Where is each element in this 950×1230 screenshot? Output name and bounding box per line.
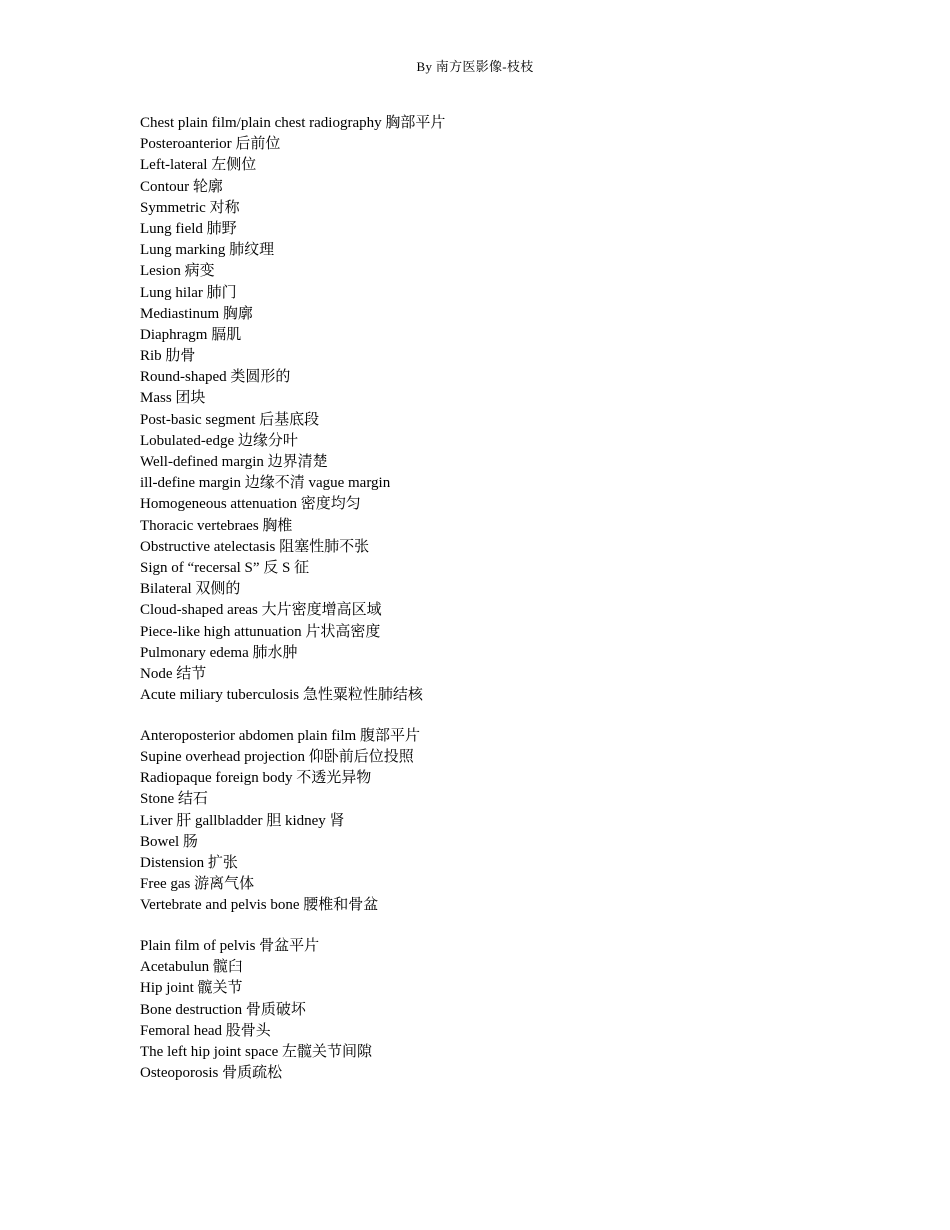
glossary-entry: Mediastinum 胸廓 (140, 305, 253, 322)
glossary-entry: Lung hilar 肺门 (140, 284, 237, 301)
glossary-entry: Piece-like high attunuation 片状高密度 (140, 623, 381, 640)
glossary-entry: Post-basic segment 后基底段 (140, 411, 320, 428)
glossary-entry: Femoral head 股骨头 (140, 1022, 271, 1039)
section-chest (140, 113, 900, 706)
glossary-entry: Well-defined margin 边界清楚 (140, 454, 328, 470)
glossary-entry: Diaphragm 膈肌 (140, 326, 242, 343)
glossary-entry: Node 结节 (140, 665, 207, 682)
glossary-entry: Distension 扩张 (140, 854, 238, 871)
glossary-entry: Obstructive atelectasis 阻塞性肺不张 (140, 538, 370, 555)
glossary-entry: Radiopaque foreign body 不透光异物 (140, 770, 372, 787)
glossary-entry: Vertebrate and pelvis bone 腰椎和骨盆 (140, 897, 379, 914)
glossary-entry: Bowel 肠 (140, 833, 198, 850)
section-abdomen (140, 726, 900, 917)
glossary-entry: Thoracic vertebraes 胸椎 (140, 517, 293, 534)
glossary-entry: Anteroposterior abdomen plain film 腹部平片 (140, 727, 420, 744)
glossary-entry: Bilateral 双侧的 (140, 581, 241, 598)
section-pelvis (140, 936, 900, 1084)
glossary-entry: Rib 肋骨 (140, 348, 196, 365)
glossary-entry: Round-shaped 类圆形的 (140, 369, 291, 386)
glossary-entry: Hip joint 髋关节 (140, 980, 243, 997)
glossary-entry: Left-lateral 左侧位 (140, 157, 257, 174)
glossary-entry: Acute miliary tuberculosis 急性粟粒性肺结核 (140, 687, 423, 704)
glossary-entry: Liver 肝 gallbladder 胆 kidney 肾 (140, 812, 345, 829)
glossary-entry: Symmetric 对称 (140, 199, 240, 216)
glossary-entry: Plain film of pelvis 骨盆平片 (140, 937, 320, 954)
glossary-entry: Sign of “recersal S” 反 S 征 (140, 559, 310, 576)
glossary-entry: Stone 结石 (140, 791, 208, 808)
glossary-entry: Homogeneous attenuation 密度均匀 (140, 496, 361, 513)
glossary-entry: Acetabulun 髋臼 (140, 959, 243, 976)
glossary-entry: Contour 轮廓 (140, 178, 223, 195)
glossary-entry: Osteoporosis 骨质疏松 (140, 1065, 283, 1082)
glossary-entry: Pulmonary edema 肺水肿 (140, 644, 298, 661)
glossary-entry: ill-define margin 边缘不清 vague margin (140, 475, 391, 492)
glossary-entry: Lung marking 肺纹理 (140, 242, 275, 259)
glossary-entry: Lesion 病变 (140, 263, 215, 280)
glossary-entry: Mass 团块 (140, 390, 206, 407)
glossary-entry: Chest plain film/plain chest radiography 胸部平片 (140, 115, 446, 131)
glossary-entry: Lung field 肺野 (140, 220, 237, 237)
glossary-entry: The left hip joint space 左髋关节间隙 (140, 1043, 373, 1060)
glossary-entry: Free gas 游离气体 (140, 876, 255, 893)
glossary-entry: Lobulated-edge 边缘分叶 (140, 432, 298, 449)
glossary-content (140, 113, 900, 1084)
glossary-entry: Bone destruction 骨质破坏 (140, 1001, 306, 1018)
glossary-entry: Posteroanterior 后前位 (140, 136, 281, 153)
glossary-entry: Cloud-shaped areas 大片密度增高区域 (140, 602, 382, 619)
glossary-entry: Supine overhead projection 仰卧前后位投照 (140, 748, 414, 765)
page-header: By 南方医影像-枝枝 (416, 59, 534, 74)
